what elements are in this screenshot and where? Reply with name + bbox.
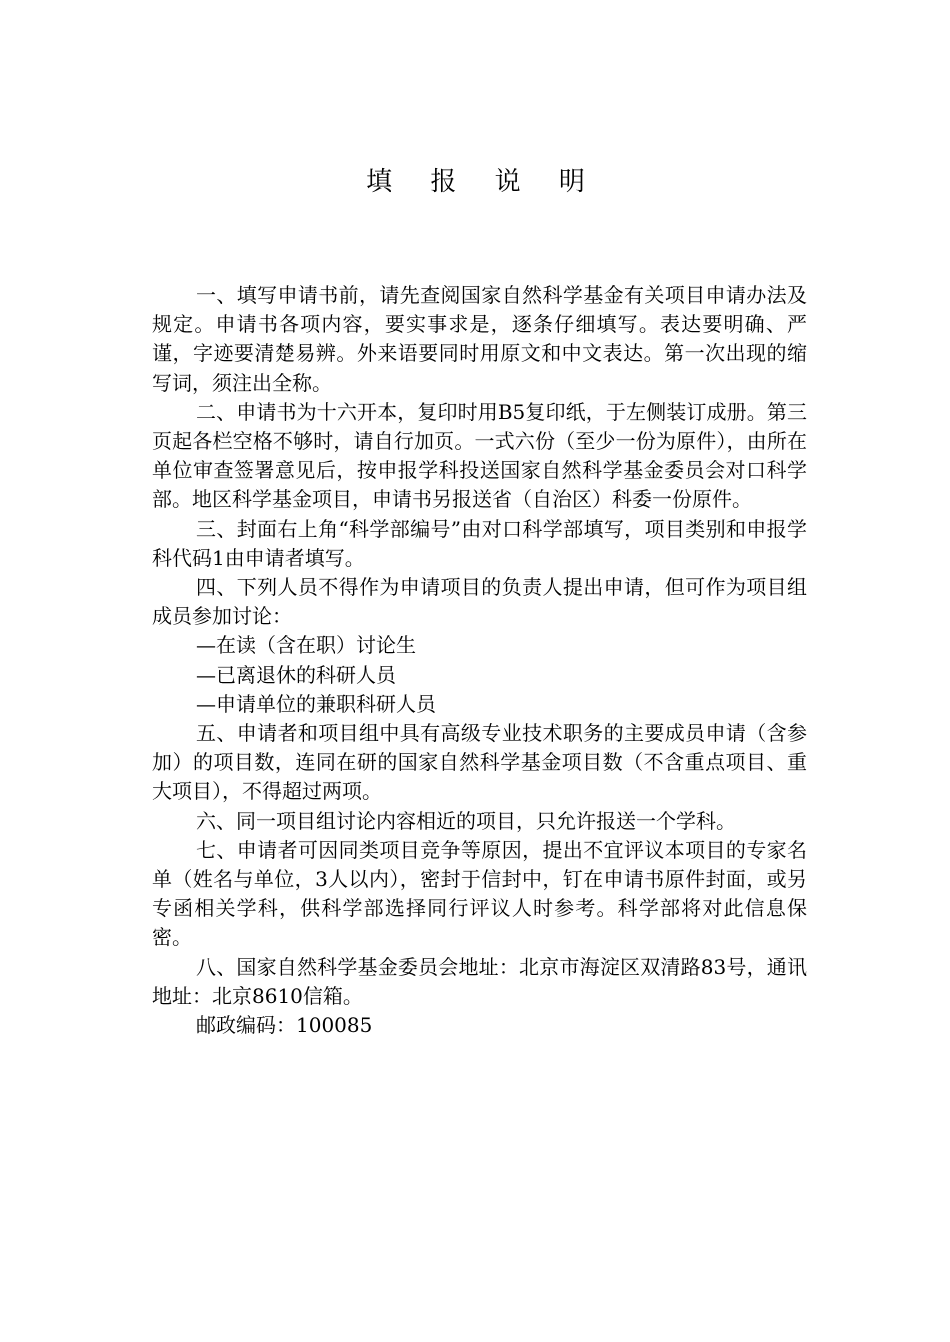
paragraph-7: 七、申请者可因同类项目竞争等原因，提出不宜评议本项目的专家名单（姓名与单位，3人以内），密封于信封中，钉在申请书原件封面，或另专函相关学科，供科学部选择同行评议人时参考。科学部将对此信息保密。 (152, 837, 807, 950)
instructions-body (152, 281, 807, 1040)
paragraph-2: 二、申请书为十六开本，复印时用B5复印纸，于左侧装订成册。第三页起各栏空格不够时，请自行加页。一式六份（至少一份为原件），由所在单位审查签署意见后，按申报学科投送国家自然科学基金委员会对口科学部。地区科学基金项目，申请书另报送省（自治区）科委一份原件。 (152, 399, 807, 512)
paragraph-1: 一、填写申请书前，请先查阅国家自然科学基金有关项目申请办法及规定。申请书各项内容，要实事求是，逐条仔细填写。表达要明确、严谨，字迹要清楚易辨。外来语要同时用原文和中文表达。第一次出现的缩写词，须注出全称。 (152, 283, 807, 395)
list-item: —在读（含在职）讨论生 (196, 633, 416, 658)
paragraph-5: 五、申请者和项目组中具有高级专业技术职务的主要成员申请（含参加）的项目数，连同在研的国家自然科学基金项目数（不含重点项目、重大项目），不得超过两项。 (152, 721, 807, 804)
paragraph-8: 八、国家自然科学基金委员会地址：北京市海淀区双清路83号，通讯地址：北京8610信箱。 (152, 954, 807, 1008)
list-item: —已离退休的科研人员 (196, 662, 396, 687)
postal-code: 邮政编码：100085 (196, 1013, 373, 1038)
paragraph-3: 三、封面右上角“科学部编号”由对口科学部填写，项目类别和申报学科代码1由申请者填写。 (152, 516, 807, 570)
paragraph-4: 四、下列人员不得作为申请项目的负责人提出申请，但可作为项目组成员参加讨论： (152, 575, 807, 629)
paragraph-6: 六、同一项目组讨论内容相近的项目，只允许报送一个学科。 (196, 808, 736, 833)
list-item: —申请单位的兼职科研人员 (196, 691, 436, 716)
page-title: 填 报 说 明 (366, 167, 600, 197)
